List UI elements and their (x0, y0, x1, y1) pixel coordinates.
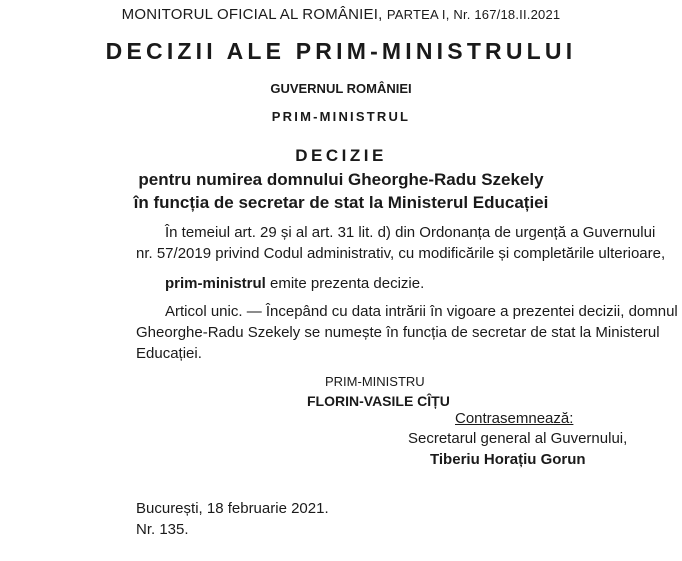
legal-basis-line2: nr. 57/2019 privind Codul administrativ, cu modificările și completările ulterioare, (136, 245, 666, 262)
issuer-office: PRIM-MINISTRUL (271, 109, 411, 124)
countersign-label: Contrasemnează: (455, 410, 574, 427)
signatory-role: PRIM-MINISTRU (325, 374, 425, 389)
legal-basis-line1: În temeiul art. 29 și al art. 31 lit. d) din Ordonanța de urgență a Guvernului (165, 224, 656, 241)
issuer-government: GUVERNUL ROMÂNIEI (270, 81, 412, 96)
section-title: DECIZII ALE PRIM-MINISTRULUI (105, 38, 577, 64)
secretary-general-name: Tiberiu Horațiu Gorun (430, 451, 586, 468)
decision-label: DECIZIE (295, 146, 387, 165)
secretary-general-title: Secretarul general al Guvernului, (408, 430, 628, 447)
decision-subtitle-line1: pentru numirea domnului Gheorghe-Radu Szekely (138, 170, 544, 189)
publication-issue: PARTEA I, Nr. 167/18.II.2021 (386, 7, 561, 22)
issuer-bold: prim-ministrul (165, 275, 266, 292)
place-date: București, 18 februarie 2021. (136, 500, 329, 517)
decision-subtitle-line2: în funcția de secretar de stat la Ministerul Educației (133, 193, 549, 212)
signatory-name: FLORIN-VASILE CÎȚU (307, 393, 450, 409)
issuance-text: emite prezenta decizie. (265, 275, 425, 292)
decision-number: Nr. 135. (136, 521, 189, 538)
issuance-paragraph (165, 273, 424, 294)
article-line3: Educației. (136, 345, 202, 362)
article-line1: Articol unic. — Începând cu data intrării în vigoare a prezentei decizii, domnul (165, 303, 678, 320)
publication-header (0, 6, 682, 23)
article-line2: Gheorghe-Radu Szekely se numește în funcția de secretar de stat la Ministerul (136, 324, 660, 341)
publication-name: MONITORUL OFICIAL AL ROMÂNIEI, (121, 6, 383, 23)
